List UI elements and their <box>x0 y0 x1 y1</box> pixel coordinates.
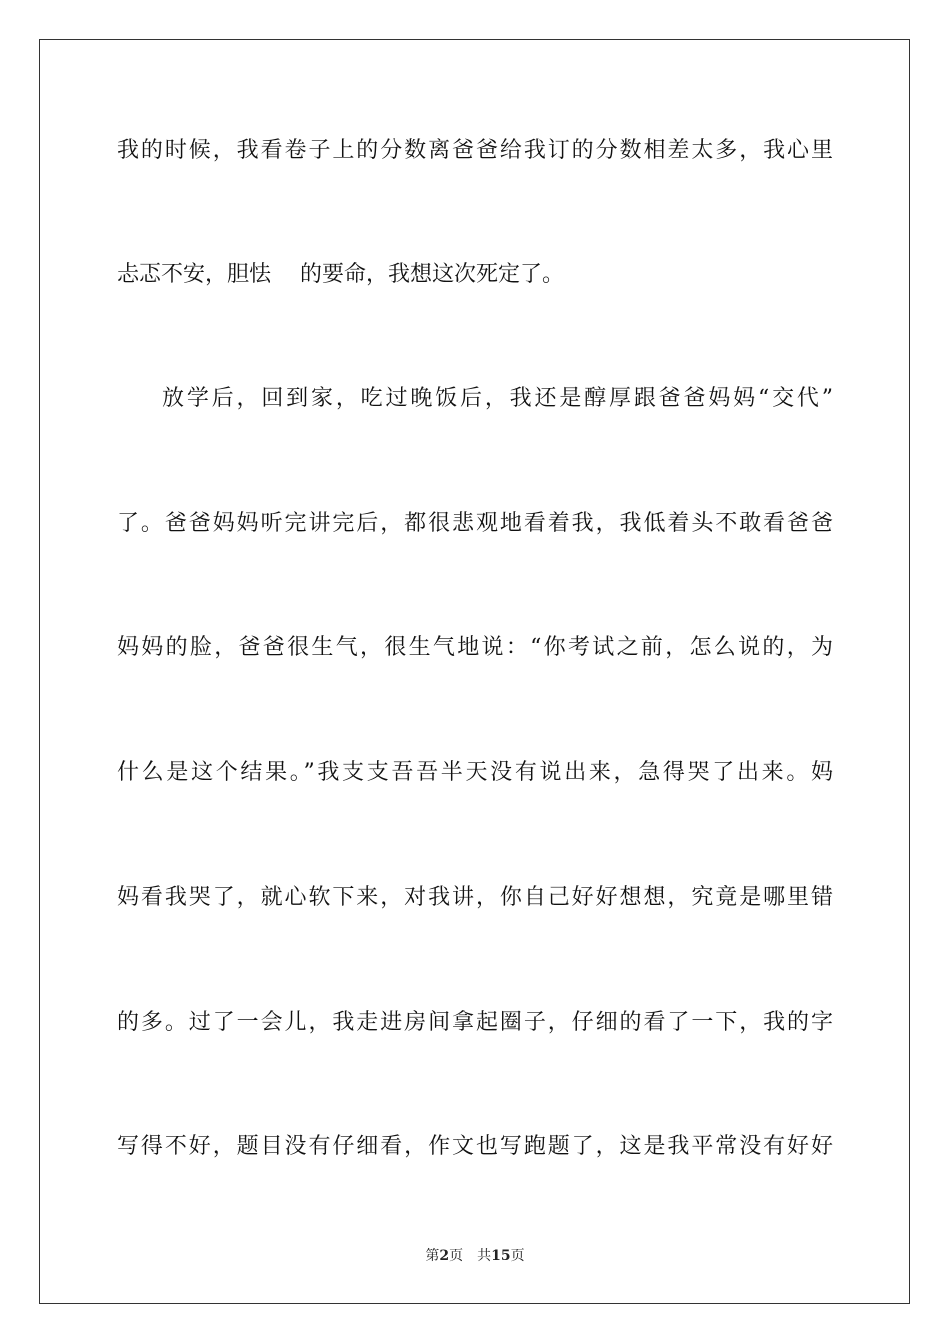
paragraph-line-1: 我的时候，我看卷子上的分数离爸爸给我订的分数相差太多，我心里 <box>117 138 833 163</box>
paragraph-line-9: 写得不好，题目没有仔细看，作文也写跑题了，这是我平常没有好好 <box>117 1134 833 1159</box>
paragraph-line-5: 妈妈的脸，爸爸很生气，很生气地说：“你考试之前，怎么说的，为 <box>117 635 833 660</box>
paragraph-line-6: 什么是这个结果。”我支支吾吾半天没有说出来，急得哭了出来。妈 <box>117 760 833 785</box>
paragraph-line-8: 的多。过了一会儿，我走进房间拿起圈子，仔细的看了一下，我的字 <box>117 1010 833 1035</box>
total-pages: 15 <box>491 1248 511 1264</box>
paragraph-line-7: 妈看我哭了，就心软下来，对我讲，你自己好好想想，究竟是哪里错 <box>117 885 833 910</box>
page-suffix: 页 <box>449 1248 464 1264</box>
page-border <box>39 39 910 1304</box>
page-prefix: 第 <box>425 1248 440 1264</box>
page-number: 2 <box>439 1248 450 1264</box>
paragraph-line-4: 了。爸爸妈妈听完讲完后，都很悲观地看着我，我低着头不敢看爸爸 <box>117 511 833 536</box>
paragraph-line-2: 忐忑不安，胆怯 的要命，我想这次死定了。 <box>117 262 564 287</box>
total-prefix: 共 <box>477 1248 492 1264</box>
page-footer <box>0 1247 950 1265</box>
total-suffix: 页 <box>510 1248 525 1264</box>
paragraph-line-3: 放学后，回到家，吃过晚饭后，我还是醇厚跟爸爸妈妈“交代” <box>162 386 833 411</box>
